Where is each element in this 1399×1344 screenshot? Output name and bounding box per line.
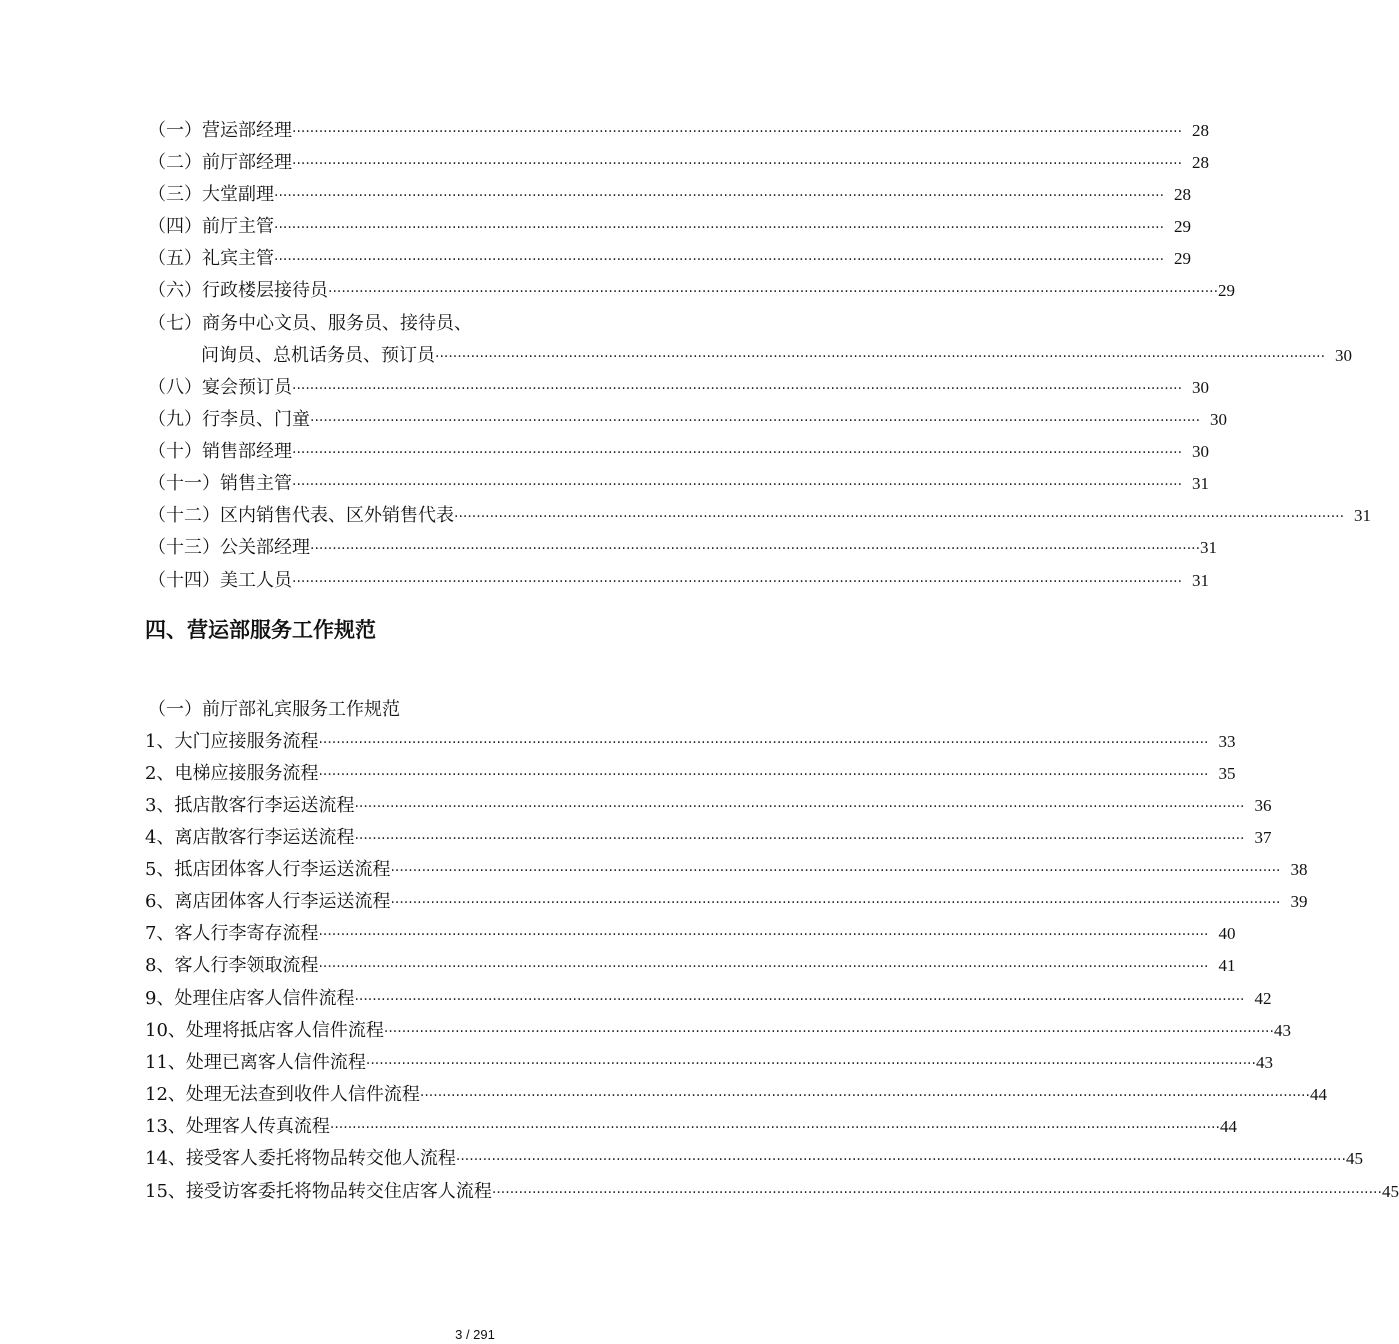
toc-entry[interactable]	[148, 119, 1210, 144]
dot-leader: ········································································································································································································	[318, 927, 1209, 943]
toc-entry-page: 40	[1218, 924, 1236, 943]
toc-entry[interactable]	[148, 376, 1210, 401]
toc-entry-label: （十四）美工人员	[148, 570, 292, 591]
toc-entry-label: 9、处理住店客人信件流程	[145, 988, 355, 1009]
toc-entry-label: （六）行政楼层接待员	[148, 280, 328, 301]
toc-entry-page: 39	[1290, 892, 1308, 911]
toc-entry[interactable]	[145, 1083, 1327, 1108]
toc-entry-page: 45	[1345, 1149, 1363, 1168]
toc-entry[interactable]	[145, 762, 1236, 787]
toc-entry[interactable]	[148, 183, 1192, 208]
toc-entry[interactable]	[148, 536, 1218, 561]
dot-leader: ········································································································································································································	[292, 124, 1183, 140]
toc-entry-page: 31	[1354, 506, 1372, 525]
toc-entry-label: 13、处理客人传真流程	[145, 1116, 330, 1137]
toc-entry-label: 8、客人行李领取流程	[145, 955, 319, 976]
dot-leader: ········································································································································································································	[292, 574, 1183, 590]
toc-entry-page: 44	[1309, 1085, 1327, 1104]
toc-entry-page: 28	[1192, 153, 1210, 172]
toc-entry-page: 31	[1192, 474, 1210, 493]
toc-entry[interactable]	[148, 279, 1236, 304]
toc-entry[interactable]	[148, 151, 1210, 176]
toc-entry[interactable]	[148, 472, 1210, 497]
dot-leader: ········································································································································································································	[318, 959, 1209, 975]
toc-entry-page: 38	[1290, 860, 1308, 879]
toc-entry-label: （十二）区内销售代表、区外销售代表	[148, 505, 454, 526]
toc-entry-label: 14、接受客人委托将物品转交他人流程	[145, 1148, 456, 1169]
dot-leader: ········································································································································································································	[354, 992, 1245, 1008]
toc-entry[interactable]	[148, 440, 1210, 465]
toc-entry-label: 4、离店散客行李运送流程	[145, 827, 355, 848]
toc-entry-label: 5、抵店团体客人行李运送流程	[145, 859, 391, 880]
toc-entry[interactable]	[145, 858, 1308, 883]
dot-leader: ········································································································································································································	[292, 156, 1183, 172]
toc-entry[interactable]	[148, 408, 1228, 433]
toc-entry[interactable]	[145, 922, 1236, 947]
toc-entry[interactable]	[145, 730, 1236, 755]
toc-entry-page: 30	[1335, 346, 1353, 365]
toc-entry-page: 29	[1174, 249, 1192, 268]
toc-entry-page: 42	[1254, 989, 1272, 1008]
toc-entry[interactable]	[145, 826, 1272, 851]
toc-entry[interactable]	[145, 1019, 1291, 1044]
toc-entry-label: （三）大堂副理	[148, 184, 274, 205]
toc-entry-page: 35	[1218, 764, 1236, 783]
toc-entry-page: 43	[1255, 1053, 1273, 1072]
dot-leader: ········································································································································································································	[491, 1185, 1382, 1201]
subsection-title: （一）前厅部礼宾服务工作规范	[148, 699, 400, 720]
toc-entry-page: 45	[1381, 1182, 1399, 1201]
toc-entry-page: 30	[1210, 410, 1228, 429]
dot-leader: ········································································································································································································	[292, 445, 1183, 461]
toc-entry-label: （四）前厅主管	[148, 216, 274, 237]
dot-leader: ········································································································································································································	[455, 1152, 1346, 1168]
dot-leader: ········································································································································································································	[365, 1056, 1256, 1072]
toc-entry[interactable]	[145, 954, 1236, 979]
page-number: 3 / 291	[455, 1327, 495, 1342]
dot-leader: ········································································································································································································	[274, 188, 1165, 204]
toc-entry[interactable]	[148, 569, 1210, 594]
dot-leader: ········································································································································································································	[310, 541, 1201, 557]
dot-leader: ········································································································································································································	[454, 509, 1345, 525]
toc-entry-page: 44	[1219, 1117, 1237, 1136]
toc-entry-page: 37	[1254, 828, 1272, 847]
dot-leader: ········································································································································································································	[390, 895, 1281, 911]
toc-entry-label: 2、电梯应接服务流程	[145, 763, 319, 784]
toc-entry-page: 30	[1192, 442, 1210, 461]
toc-entry-page: 36	[1254, 796, 1272, 815]
toc-entry[interactable]	[145, 890, 1308, 915]
section-heading: 四、营运部服务工作规范	[145, 618, 376, 642]
toc-entry[interactable]	[145, 1051, 1273, 1076]
dot-leader: ········································································································································································································	[318, 767, 1209, 783]
toc-entry-label: 3、抵店散客行李运送流程	[145, 795, 355, 816]
toc-entry[interactable]	[145, 1147, 1363, 1172]
toc-entry-label: 7、客人行李寄存流程	[145, 923, 319, 944]
toc-entry-label: （二）前厅部经理	[148, 152, 292, 173]
toc-entry-label: 6、离店团体客人行李运送流程	[145, 891, 391, 912]
toc-entry-label: （十三）公关部经理	[148, 537, 310, 558]
toc-entry-label: （九）行李员、门童	[148, 409, 310, 430]
dot-leader: ········································································································································································································	[318, 735, 1209, 751]
toc-entry-label: （五）礼宾主管	[148, 248, 274, 269]
dot-leader: ········································································································································································································	[292, 477, 1183, 493]
toc-entry-page: 30	[1192, 378, 1210, 397]
dot-leader: ········································································································································································································	[419, 1088, 1310, 1104]
dot-leader: ········································································································································································································	[390, 863, 1281, 879]
dot-leader: ········································································································································································································	[292, 381, 1183, 397]
dot-leader: ········································································································································································································	[328, 284, 1219, 300]
toc-entry[interactable]	[145, 987, 1272, 1012]
dot-leader: ········································································································································································································	[274, 252, 1165, 268]
toc-entry-page: 31	[1200, 538, 1218, 557]
toc-entry-label: 问询员、总机话务员、预订员	[201, 345, 435, 366]
toc-entry-label: 10、处理将抵店客人信件流程	[145, 1020, 384, 1041]
toc-entry-page: 29	[1218, 281, 1236, 300]
dot-leader: ········································································································································································································	[383, 1024, 1274, 1040]
toc-entry[interactable]	[148, 215, 1192, 240]
toc-entry-label: （七）商务中心文员、服务员、接待员、	[148, 313, 472, 334]
dot-leader: ········································································································································································································	[354, 831, 1245, 847]
toc-entry-label: 1、大门应接服务流程	[145, 731, 319, 752]
toc-entry[interactable]	[201, 344, 1353, 369]
toc-entry-page: 33	[1218, 732, 1236, 751]
toc-entry[interactable]	[145, 1180, 1399, 1205]
toc-entry-page: 28	[1192, 121, 1210, 140]
dot-leader: ········································································································································································································	[274, 220, 1165, 236]
toc-entry-label: 15、接受访客委托将物品转交住店客人流程	[145, 1181, 492, 1202]
dot-leader: ········································································································································································································	[435, 349, 1326, 365]
dot-leader: ········································································································································································································	[354, 799, 1245, 815]
toc-entry[interactable]	[145, 794, 1272, 819]
toc-entry-page: 31	[1192, 571, 1210, 590]
toc-entry-page: 29	[1174, 217, 1192, 236]
toc-entry[interactable]	[145, 1115, 1237, 1140]
toc-entry[interactable]	[148, 504, 1372, 529]
toc-entry-page: 28	[1174, 185, 1192, 204]
dot-leader: ········································································································································································································	[310, 413, 1201, 429]
toc-entry-label: （八）宴会预订员	[148, 377, 292, 398]
toc-entry-label: （十）销售部经理	[148, 441, 292, 462]
toc-entry-page: 43	[1273, 1021, 1291, 1040]
toc-entry[interactable]	[148, 247, 1192, 272]
toc-entry-page: 41	[1218, 956, 1236, 975]
toc-entry-label: （一）营运部经理	[148, 120, 292, 141]
toc-entry-label: 11、处理已离客人信件流程	[145, 1052, 366, 1073]
toc-entry-label: 12、处理无法查到收件人信件流程	[145, 1084, 420, 1105]
dot-leader: ········································································································································································································	[329, 1120, 1220, 1136]
toc-entry-label: （十一）销售主管	[148, 473, 292, 494]
